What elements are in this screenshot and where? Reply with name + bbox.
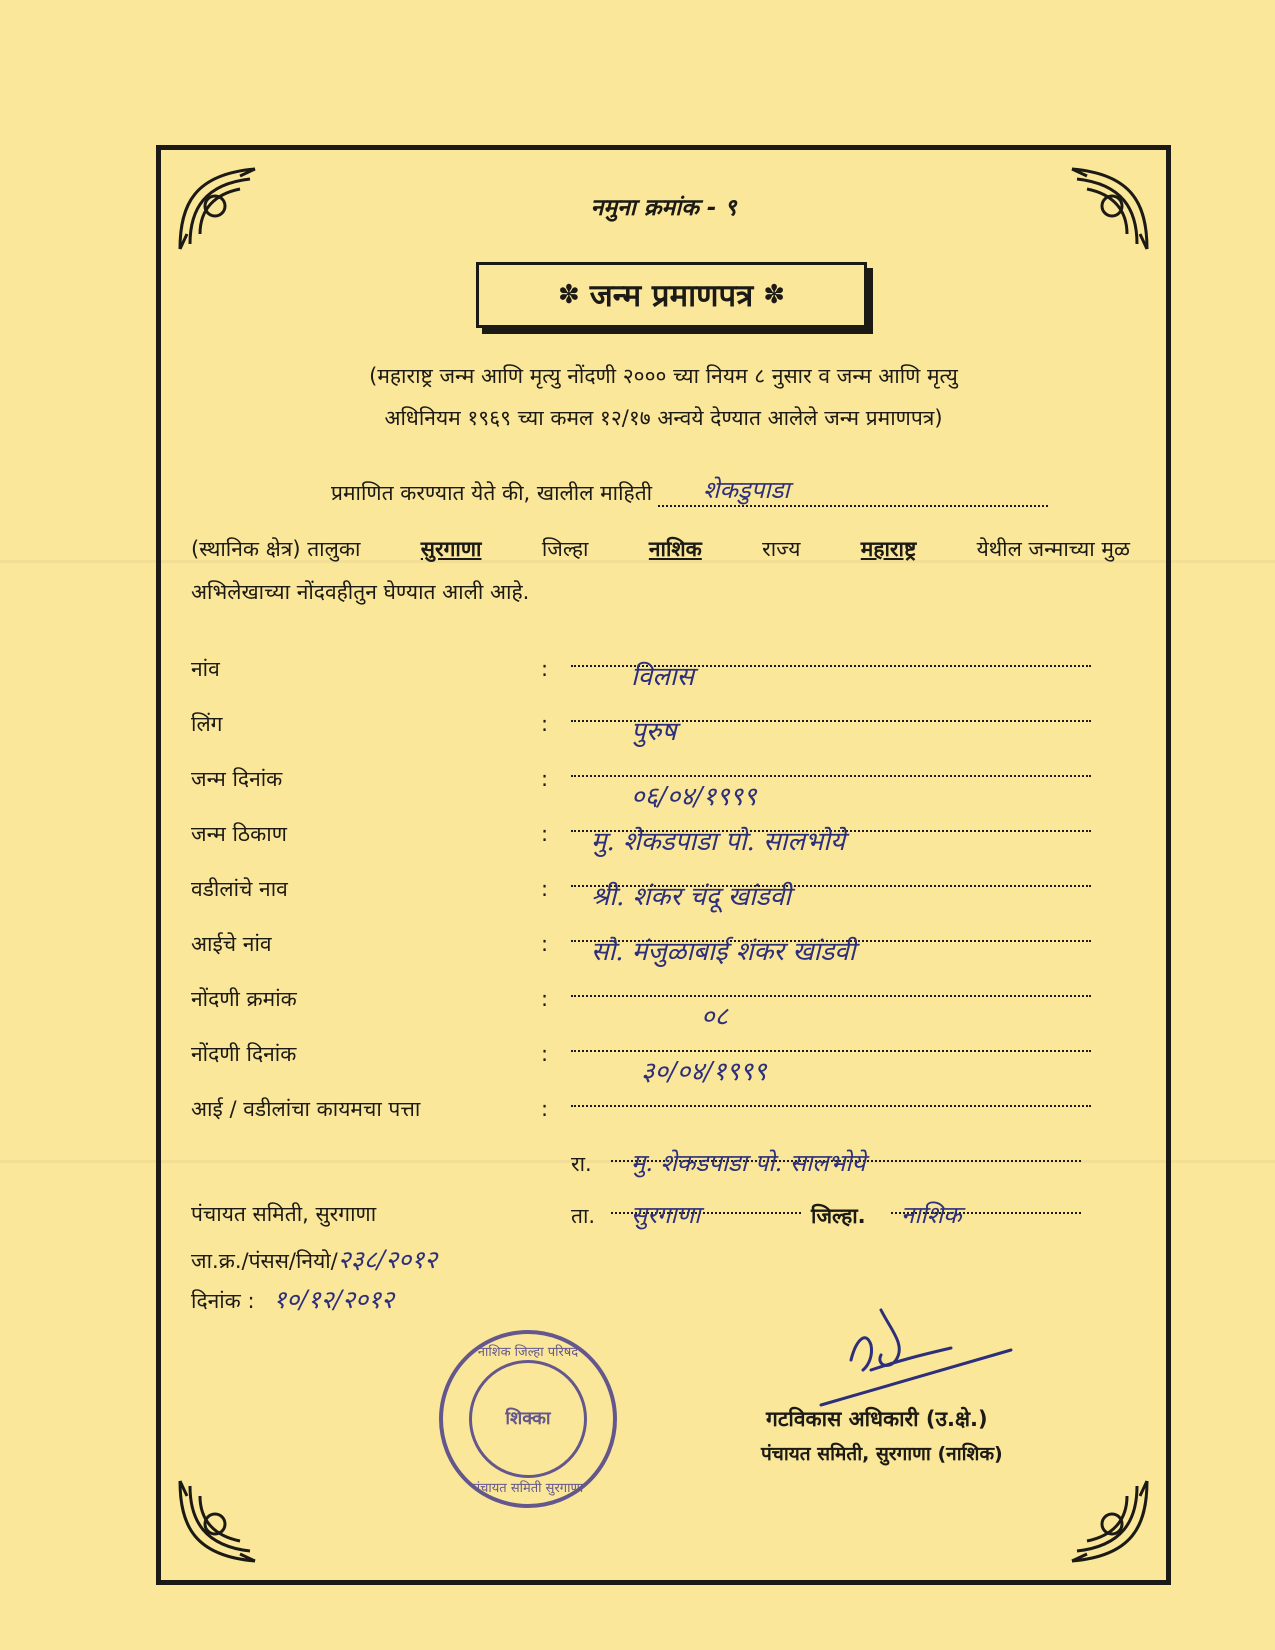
field-value: ०८ <box>701 1002 729 1032</box>
field-label: नांव <box>191 657 220 681</box>
field-label: नोंदणी दिनांक <box>191 1042 297 1066</box>
address-village-row <box>571 1149 866 1178</box>
field-colon: : <box>541 822 549 846</box>
field-value: ३०/०४/१९९९ <box>641 1057 767 1087</box>
field-row-birth-date <box>191 765 1121 812</box>
field-value: ०६/०४/१९९९ <box>631 782 757 812</box>
issue-date <box>191 1282 394 1316</box>
certificate-title-box <box>476 262 867 328</box>
field-label: आईचे नांव <box>191 932 272 956</box>
certify-text: प्रमाणित करण्यात येते की, खालील माहिती <box>331 481 653 505</box>
legal-reference-line: (महाराष्ट्र जन्म आणि मृत्यु नोंदणी २००० च्या नियम ८ नुसार व जन्म आणि मृत्यु <box>369 364 958 388</box>
seal-text: पंचायत समिती सुरगाणा <box>472 1481 584 1496</box>
field-row-permanent-address <box>191 1095 1121 1135</box>
address-taluka-label: ता. <box>571 1204 596 1228</box>
signatory-title: गटविकास अधिकारी (उ.क्षे.) <box>766 1407 988 1431</box>
area-prefix: (स्थानिक क्षेत्र) तालुका <box>191 537 361 561</box>
handwritten-place: शेकडुपाडा <box>703 476 790 504</box>
legal-reference <box>221 355 1106 439</box>
corner-ornament-icon <box>175 1476 265 1566</box>
address-village-label: रा. <box>571 1152 592 1176</box>
district-value: नाशिक <box>648 537 702 561</box>
signature-icon <box>811 1300 1031 1410</box>
field-colon: : <box>541 712 549 736</box>
corner-ornament-icon <box>1062 1476 1152 1566</box>
certify-place-field <box>658 475 1048 507</box>
area-suffix: येथील जन्माच्या मुळ <box>976 537 1130 561</box>
field-label: जन्म ठिकाण <box>191 822 287 846</box>
field-colon: : <box>541 767 549 791</box>
area-line <box>191 535 1130 563</box>
district-label: जिल्हा <box>541 537 589 561</box>
address-village-value: मु. शेकडपाडा पो. सालभोये <box>631 1149 866 1177</box>
signatory-office: पंचायत समिती, सुरगाणा (नाशिक) <box>761 1443 1003 1465</box>
form-number: नमुना क्रमांक - ९ <box>590 195 737 221</box>
state-label: राज्य <box>762 537 801 561</box>
issue-date-label: दिनांक : <box>191 1289 255 1313</box>
certify-statement <box>331 475 1048 507</box>
reference-number <box>191 1242 437 1276</box>
area-line-continued: अभिलेखाच्या नोंदवहीतुन घेण्यात आली आहे. <box>191 580 530 604</box>
official-seal <box>439 1330 617 1508</box>
address-district-label: जिल्हा. <box>811 1204 866 1228</box>
seal-text: नाशिक जिल्हा परिषद <box>477 1345 579 1360</box>
address-taluka-value: सुरगाणा <box>631 1201 701 1229</box>
field-row-registration-date <box>191 1040 1121 1087</box>
certificate-title: जन्म प्रमाणपत्र <box>589 278 754 314</box>
field-line <box>571 995 1091 997</box>
field-colon: : <box>541 657 549 681</box>
issue-date-value: १०/१२/२०१२ <box>273 1285 395 1314</box>
field-value: पुरुष <box>631 717 677 747</box>
issuing-office: पंचायत समिती, सुरगाणा <box>191 1202 377 1226</box>
field-colon: : <box>541 1042 549 1066</box>
field-value: विलास <box>631 662 695 692</box>
field-row-father-name <box>191 875 1121 915</box>
field-value: श्री. शंकर चंदू खांडवी <box>591 882 791 912</box>
state-value: महाराष्ट्र <box>860 537 917 561</box>
seal-center-text: शिक्का <box>505 1408 551 1429</box>
field-row-registration-number <box>191 985 1121 1032</box>
field-label: वडीलांचे नाव <box>191 877 288 901</box>
field-row-name <box>191 655 1121 695</box>
field-colon: : <box>541 932 549 956</box>
field-label: नोंदणी क्रमांक <box>191 987 297 1011</box>
reference-prefix: जा.क्र./पंसस/नियो/ <box>191 1249 338 1273</box>
legal-reference-line: अधिनियम १९६९ च्या कमल १२/१७ अन्वये देण्यात आलेले जन्म प्रमाणपत्र) <box>384 406 943 430</box>
field-label: आई / वडीलांचा कायमचा पत्ता <box>191 1097 421 1121</box>
reference-value: २३८/२०१२ <box>337 1245 438 1274</box>
field-row-birth-place <box>191 820 1121 860</box>
star-icon: ✽ <box>557 280 580 310</box>
field-label: जन्म दिनांक <box>191 767 283 791</box>
certificate-frame <box>156 145 1171 1585</box>
address-taluka-row <box>571 1201 962 1230</box>
field-value: सौ. मंजुळाबाई शंकर खांडवी <box>591 937 856 967</box>
field-colon: : <box>541 1097 549 1121</box>
field-colon: : <box>541 877 549 901</box>
taluka-value: सुरगाणा <box>420 537 482 561</box>
field-colon: : <box>541 987 549 1011</box>
field-row-gender <box>191 710 1121 750</box>
field-row-mother-name <box>191 930 1121 970</box>
field-label: लिंग <box>191 712 223 736</box>
star-icon: ✽ <box>763 280 786 310</box>
field-line <box>571 1105 1091 1107</box>
address-district-value: नाशिक <box>901 1201 962 1229</box>
field-value: मु. शेकडपाडा पो. सालभोये <box>591 827 846 857</box>
